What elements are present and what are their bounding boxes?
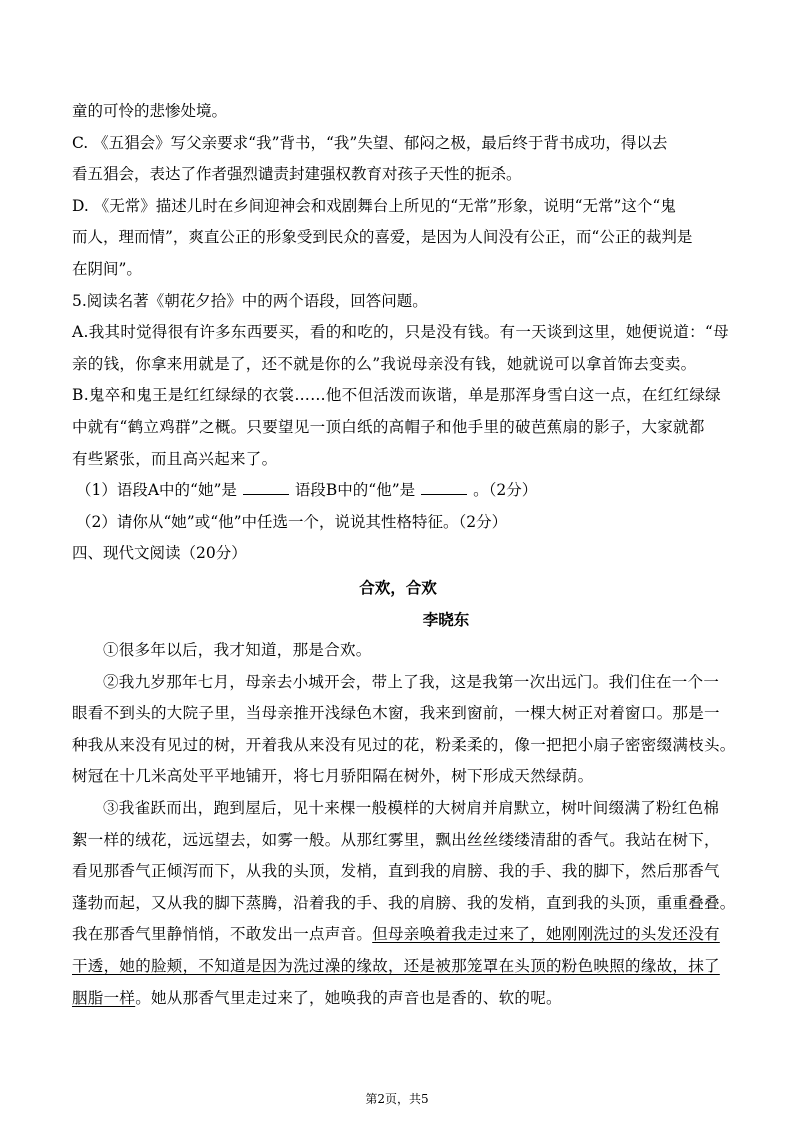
option-b-tail: 童的可怜的悲惨处境。 <box>72 102 228 120</box>
paragraph-3-line-4: 蓬勃而起，又从我的脚下蒸腾，沿着我的手、我的肩膀、我的发梢，直到我的头顶，重重叠叠。 <box>72 893 736 912</box>
paragraph-3-line-7-plain: 。她从那香气里走过来了，她唤我的声音也是香的、软的呢。 <box>135 988 562 1007</box>
article-title: 合欢，合欢 <box>359 577 437 597</box>
sub-question-1 <box>72 475 724 507</box>
option-d-line-3: 在阴间”。 <box>72 259 142 278</box>
paragraph-1: ①很多年以后，我才知道，那是合欢。 <box>103 641 372 660</box>
option-c-line-1: C. 《五猖会》写父亲要求“我”背书，“我”失望、郁闷之极，最后终于背书成功，得以去 <box>72 133 668 152</box>
sub-question-1-part-2: 语段B中的“他”是 <box>294 481 416 500</box>
option-c-line-2: 看五猖会，表达了作者强烈谴责封建强权教育对孩子天性的扼杀。 <box>72 165 522 184</box>
underlined-sentence-part-2: 干透，她的脸颊，不知道是因为洗过澡的缘故，还是被那笼罩在头顶的粉色映照的缘故，抹了 <box>72 957 720 976</box>
paragraph-3-line-7 <box>72 983 724 1015</box>
option-d-line-1: D. 《无常》描述儿时在乡间迎神会和戏剧舞台上所见的“无常”形象，说明“无常”这个“鬼 <box>72 196 676 215</box>
sub-question-1-part-1: （1）语段A中的“她”是 <box>76 481 237 500</box>
sub-question-2: （2）请你从“她”或“他”中任选一个，说说其性格特征。（2分） <box>76 512 508 531</box>
underlined-sentence-part-3: 胭脂一样 <box>72 988 136 1007</box>
paragraph-3-line-6 <box>72 951 724 983</box>
paragraph-2-line-3: 种我从来没有见过的树，开着我从来没有见过的花，粉柔柔的，像一把把小扇子密密缀满枝头。 <box>72 735 736 754</box>
paragraph-3-line-5 <box>72 919 724 951</box>
option-d-line-2: 而人，理而情”，爽直公正的形象受到民众的喜爱，是因为人间没有公正，而“公正的裁判是 <box>72 228 693 247</box>
paragraph-3-line-5-plain: 我在那香气里静悄悄，不敢发出一点声音。 <box>72 925 373 944</box>
passage-b-line-1: B.鬼卒和鬼王是红红绿绿的衣裳……他不但活泼而诙谐，单是那浑身雪白这一点，在红红绿绿 <box>72 386 721 405</box>
answer-blank-a[interactable] <box>243 480 289 495</box>
paragraph-2-line-1: ②我九岁那年七月，母亲去小城开会，带上了我，这是我第一次出远门。我们住在一个一 <box>103 672 720 691</box>
document-page <box>72 96 736 1014</box>
paragraph-2-line-4: 树冠在十几米高处平平地铺开，将七月骄阳隔在树外，树下形成天然绿荫。 <box>72 767 594 786</box>
question-5-stem: 5.阅读名著《朝花夕拾》中的两个语段，回答问题。 <box>72 291 428 310</box>
passage-a-line-1: A.我其时觉得很有许多东西要买，看的和吃的，只是没有钱。有一天谈到这里，她便说道：“母 <box>72 323 729 342</box>
underlined-sentence-part-1: 但母亲唤着我走过来了，她刚刚洗过的头发还没有 <box>372 925 720 944</box>
passage-b-line-2: 中就有“鹤立鸡群”之概。只要望见一顶白纸的高帽子和他手里的破芭蕉扇的影子，大家就都 <box>72 417 705 436</box>
passage-b-line-3: 有些紧张，而且高兴起来了。 <box>72 449 278 468</box>
page-footer: 第2页，共5 <box>365 1092 429 1106</box>
paragraph-2-line-2: 眼看不到头的大院子里，当母亲推开浅绿色木窗，我来到窗前，一棵大树正对着窗口。那是一 <box>72 704 720 723</box>
answer-blank-b[interactable] <box>421 480 467 495</box>
passage-a-line-2: 亲的钱，你拿来用就是了，还不就是你的么”我说母亲没有钱，她就说可以拿首饰去变卖。 <box>72 354 697 373</box>
article-author: 李晓东 <box>422 609 470 629</box>
paragraph-3-line-2: 絮一样的绒花，远远望去，如雾一般。从那红雾里，飘出丝丝缕缕清甜的香气。我站在树下， <box>72 830 720 849</box>
sub-question-1-part-3: 。（2分） <box>473 481 538 500</box>
paragraph-3-line-3: 看见那香气正倾泻而下，从我的头顶，发梢，直到我的肩膀、我的手、我的脚下，然后那香气 <box>72 862 720 881</box>
section-4-heading: 四、现代文阅读（20分） <box>72 544 247 563</box>
paragraph-3-line-1: ③我雀跃而出，跑到屋后，见十来棵一般模样的大树肩并肩默立，树叶间缀满了粉红色棉 <box>103 799 720 818</box>
